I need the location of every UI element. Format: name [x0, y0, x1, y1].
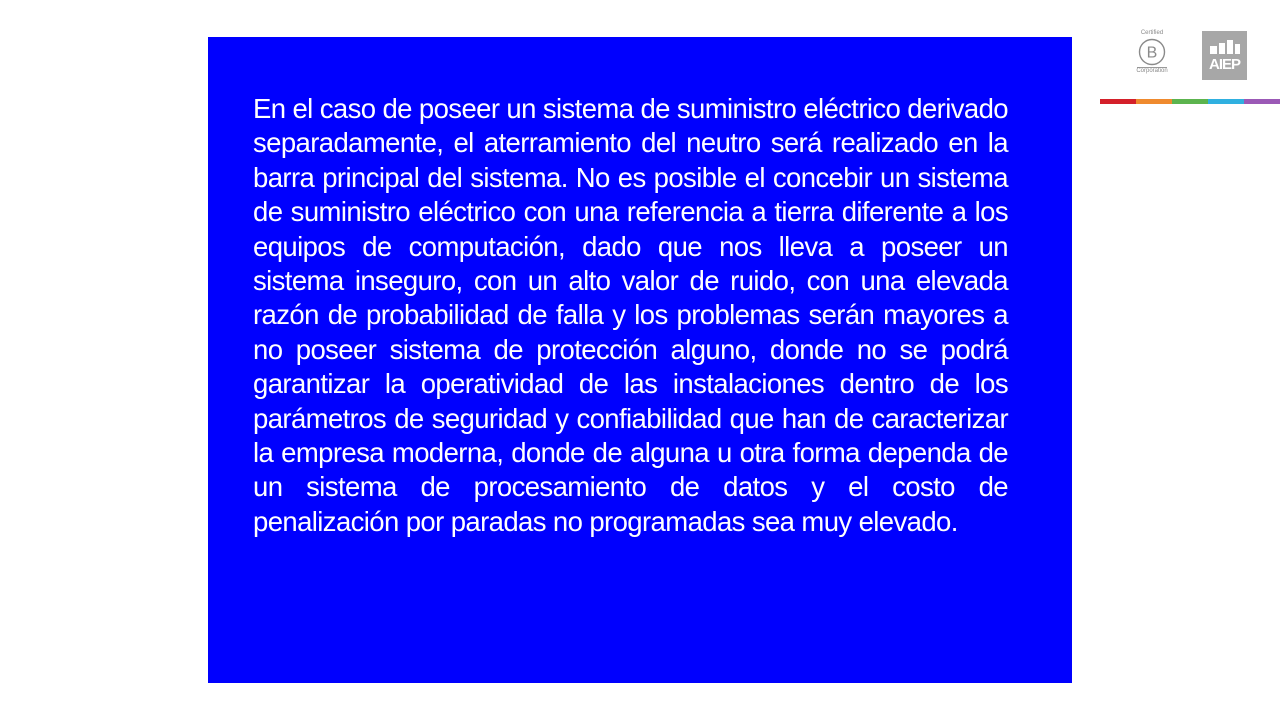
aiep-bars-icon — [1210, 40, 1240, 54]
color-strip-red — [1100, 99, 1136, 104]
content-panel — [208, 37, 1072, 683]
color-strip — [1100, 99, 1280, 104]
b-corp-letter: B — [1146, 44, 1158, 62]
color-strip-green — [1172, 99, 1208, 104]
b-corp-bottom-text: Corporation — [1136, 68, 1168, 74]
color-strip-blue — [1208, 99, 1244, 104]
color-strip-purple — [1244, 99, 1280, 104]
body-text: En el caso de poseer un sistema de suministro eléctrico derivado separadamente, el aterramiento del neutro será realizado en la barra principal del sistema. No es posible el concebir un sistema de suministro eléctrico con una referencia a tierra diferente a los equipos de computación, dado que nos lleva a poseer un sistema inseguro, con un alto valor de ruido, con una elevada razón de probabilidad de falla y los problemas serán mayores a no poseer sistema de protección alguno, donde no se podrá garantizar la operatividad de las instalaciones dentro de los parámetros de seguridad y confiabilidad que han de caracterizar la empresa moderna, donde de alguna u otra forma dependa de un sistema de procesamiento de datos y el costo de penalización por paradas no programadas sea muy elevado. — [253, 93, 1008, 537]
b-corp-top-text: Certified — [1140, 30, 1164, 36]
aiep-logo-text: AIEP — [1208, 56, 1240, 73]
aiep-logo — [1202, 31, 1247, 80]
b-corp-logo — [1132, 30, 1172, 82]
b-corp-circle-icon — [1138, 38, 1166, 66]
color-strip-orange — [1136, 99, 1172, 104]
